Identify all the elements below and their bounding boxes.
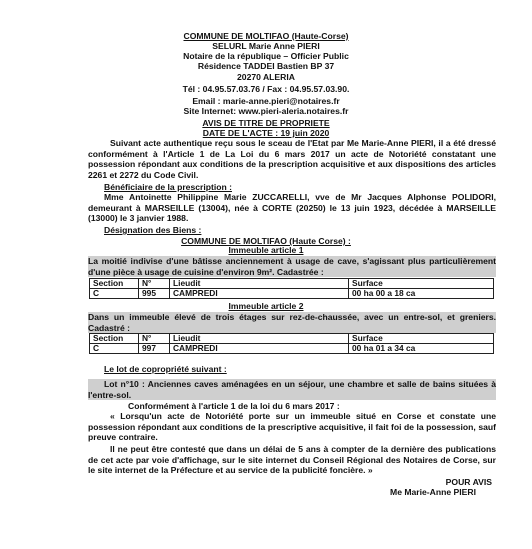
designation-label: Désignation des Biens : [104, 225, 202, 235]
article2-text: Dans un immeuble élevé de trois étages sur rez-de-chaussée, avec un entre-sol, et greniers. Cadastré : [88, 312, 496, 333]
header-section: Section [90, 334, 139, 344]
cell-section: C [90, 344, 139, 354]
header-lieudit: Lieudit [170, 279, 349, 289]
legal-conform: Conformément à l'article 1 de la loi du 6 mars 2017 : [128, 401, 340, 411]
cadastre-table-2 [89, 333, 494, 354]
header-title: Notaire de la république – Officier Public [183, 51, 349, 61]
header-commune: COMMUNE DE MOLTIFAO (Haute-Corse) [183, 31, 349, 41]
designation-commune: COMMUNE DE MOLTIFAO (Haute Corse) : [181, 236, 351, 246]
signature-name: Me Marie-Anne PIERI [390, 487, 476, 497]
notice-date: DATE DE L'ACTE : 19 juin 2020 [202, 128, 330, 138]
beneficiary-text: Mme Antoinette Philippine Marie ZUCCARELLI, vve de Mr Jacques Alphonse POLIDORI, demeurant à MARSEILLE (13004), née à CORTE (20250) le 13 juin 1923, décédée à MARSEILLE (13000) le 3 janvier 1988. [88, 192, 496, 224]
cell-section: C [90, 289, 139, 299]
article1-text: La moitié indivise d'une bâtisse anciennement à usage de cave, s'agissant plus particulièrement d'une pièce à usage de cuisine d'environ 9m². Cadastrée : [88, 256, 496, 277]
signature-pour-avis: POUR AVIS [445, 477, 492, 487]
header-address2: 20270 ALERIA [237, 72, 295, 82]
legal-contest: Il ne peut être contesté que dans un délai de 5 ans à compter de la dernière des publications de cet acte par voie d'affichage, sur le site internet du Conseil Régional des Notaires de Corse, sur le site internet de la Préfecture et au service de la publicité foncière. » [88, 444, 496, 476]
header-section: Section [90, 279, 139, 289]
cell-surface: 00 ha 01 a 34 ca [349, 344, 494, 354]
cadastre-table-1 [89, 278, 494, 299]
header-surface: Surface [349, 334, 494, 344]
legal-quote: « Lorsqu'un acte de Notoriété porte sur un immeuble situé en Corse et constate une possession répondant aux conditions de la prescriptive acquisitive, il fait foi de la possession, sauf preuve contraire. [88, 411, 496, 443]
header-number: N° [139, 279, 170, 289]
header-surface: Surface [349, 279, 494, 289]
header-number: N° [139, 334, 170, 344]
header-lieudit: Lieudit [170, 334, 349, 344]
copropriete-lot: Lot n°10 : Anciennes caves aménagées en un séjour, une chambre et salle de bains situées à l'entre-sol. [88, 379, 496, 400]
header-phone: Tél : 04.95.57.03.76 / Fax : 04.95.57.03.90. [182, 84, 350, 94]
cell-lieudit: CAMPREDI [170, 344, 349, 354]
header-website[interactable]: Site Internet: www.pieri-aleria.notaires.fr [183, 106, 349, 116]
copropriete-label: Le lot de copropriété suivant : [104, 364, 227, 374]
table-header-row [90, 279, 494, 289]
header-office: SELURL Marie Anne PIERI [212, 41, 320, 51]
article2-title: Immeuble article 2 [228, 301, 304, 311]
cell-number: 995 [139, 289, 170, 299]
notice-heading: AVIS DE TITRE DE PROPRIETE [202, 118, 330, 128]
table-row [90, 344, 494, 354]
article1-title: Immeuble article 1 [228, 245, 304, 255]
table-row [90, 289, 494, 299]
header-email: Email : marie-anne.pieri@notaires.fr [192, 96, 340, 106]
notice-intro: Suivant acte authentique reçu sous le sceau de l'Etat par Me Marie-Anne PIERI, il a été dressé conformément à l'Article 1 de La Loi du 6 mars 2017 un acte de Notoriété constatant une possession répondant aux conditions de la prescription acquisitive et aux dispositions des articles 2261 et 2272 du Code Civil. [88, 138, 496, 180]
table-header-row [90, 334, 494, 344]
cell-lieudit: CAMPREDI [170, 289, 349, 299]
header-address1: Résidence TADDEI Bastien BP 37 [197, 61, 335, 71]
beneficiary-label: Bénéficiaire de la prescription : [104, 182, 232, 192]
cell-number: 997 [139, 344, 170, 354]
cell-surface: 00 ha 00 a 18 ca [349, 289, 494, 299]
